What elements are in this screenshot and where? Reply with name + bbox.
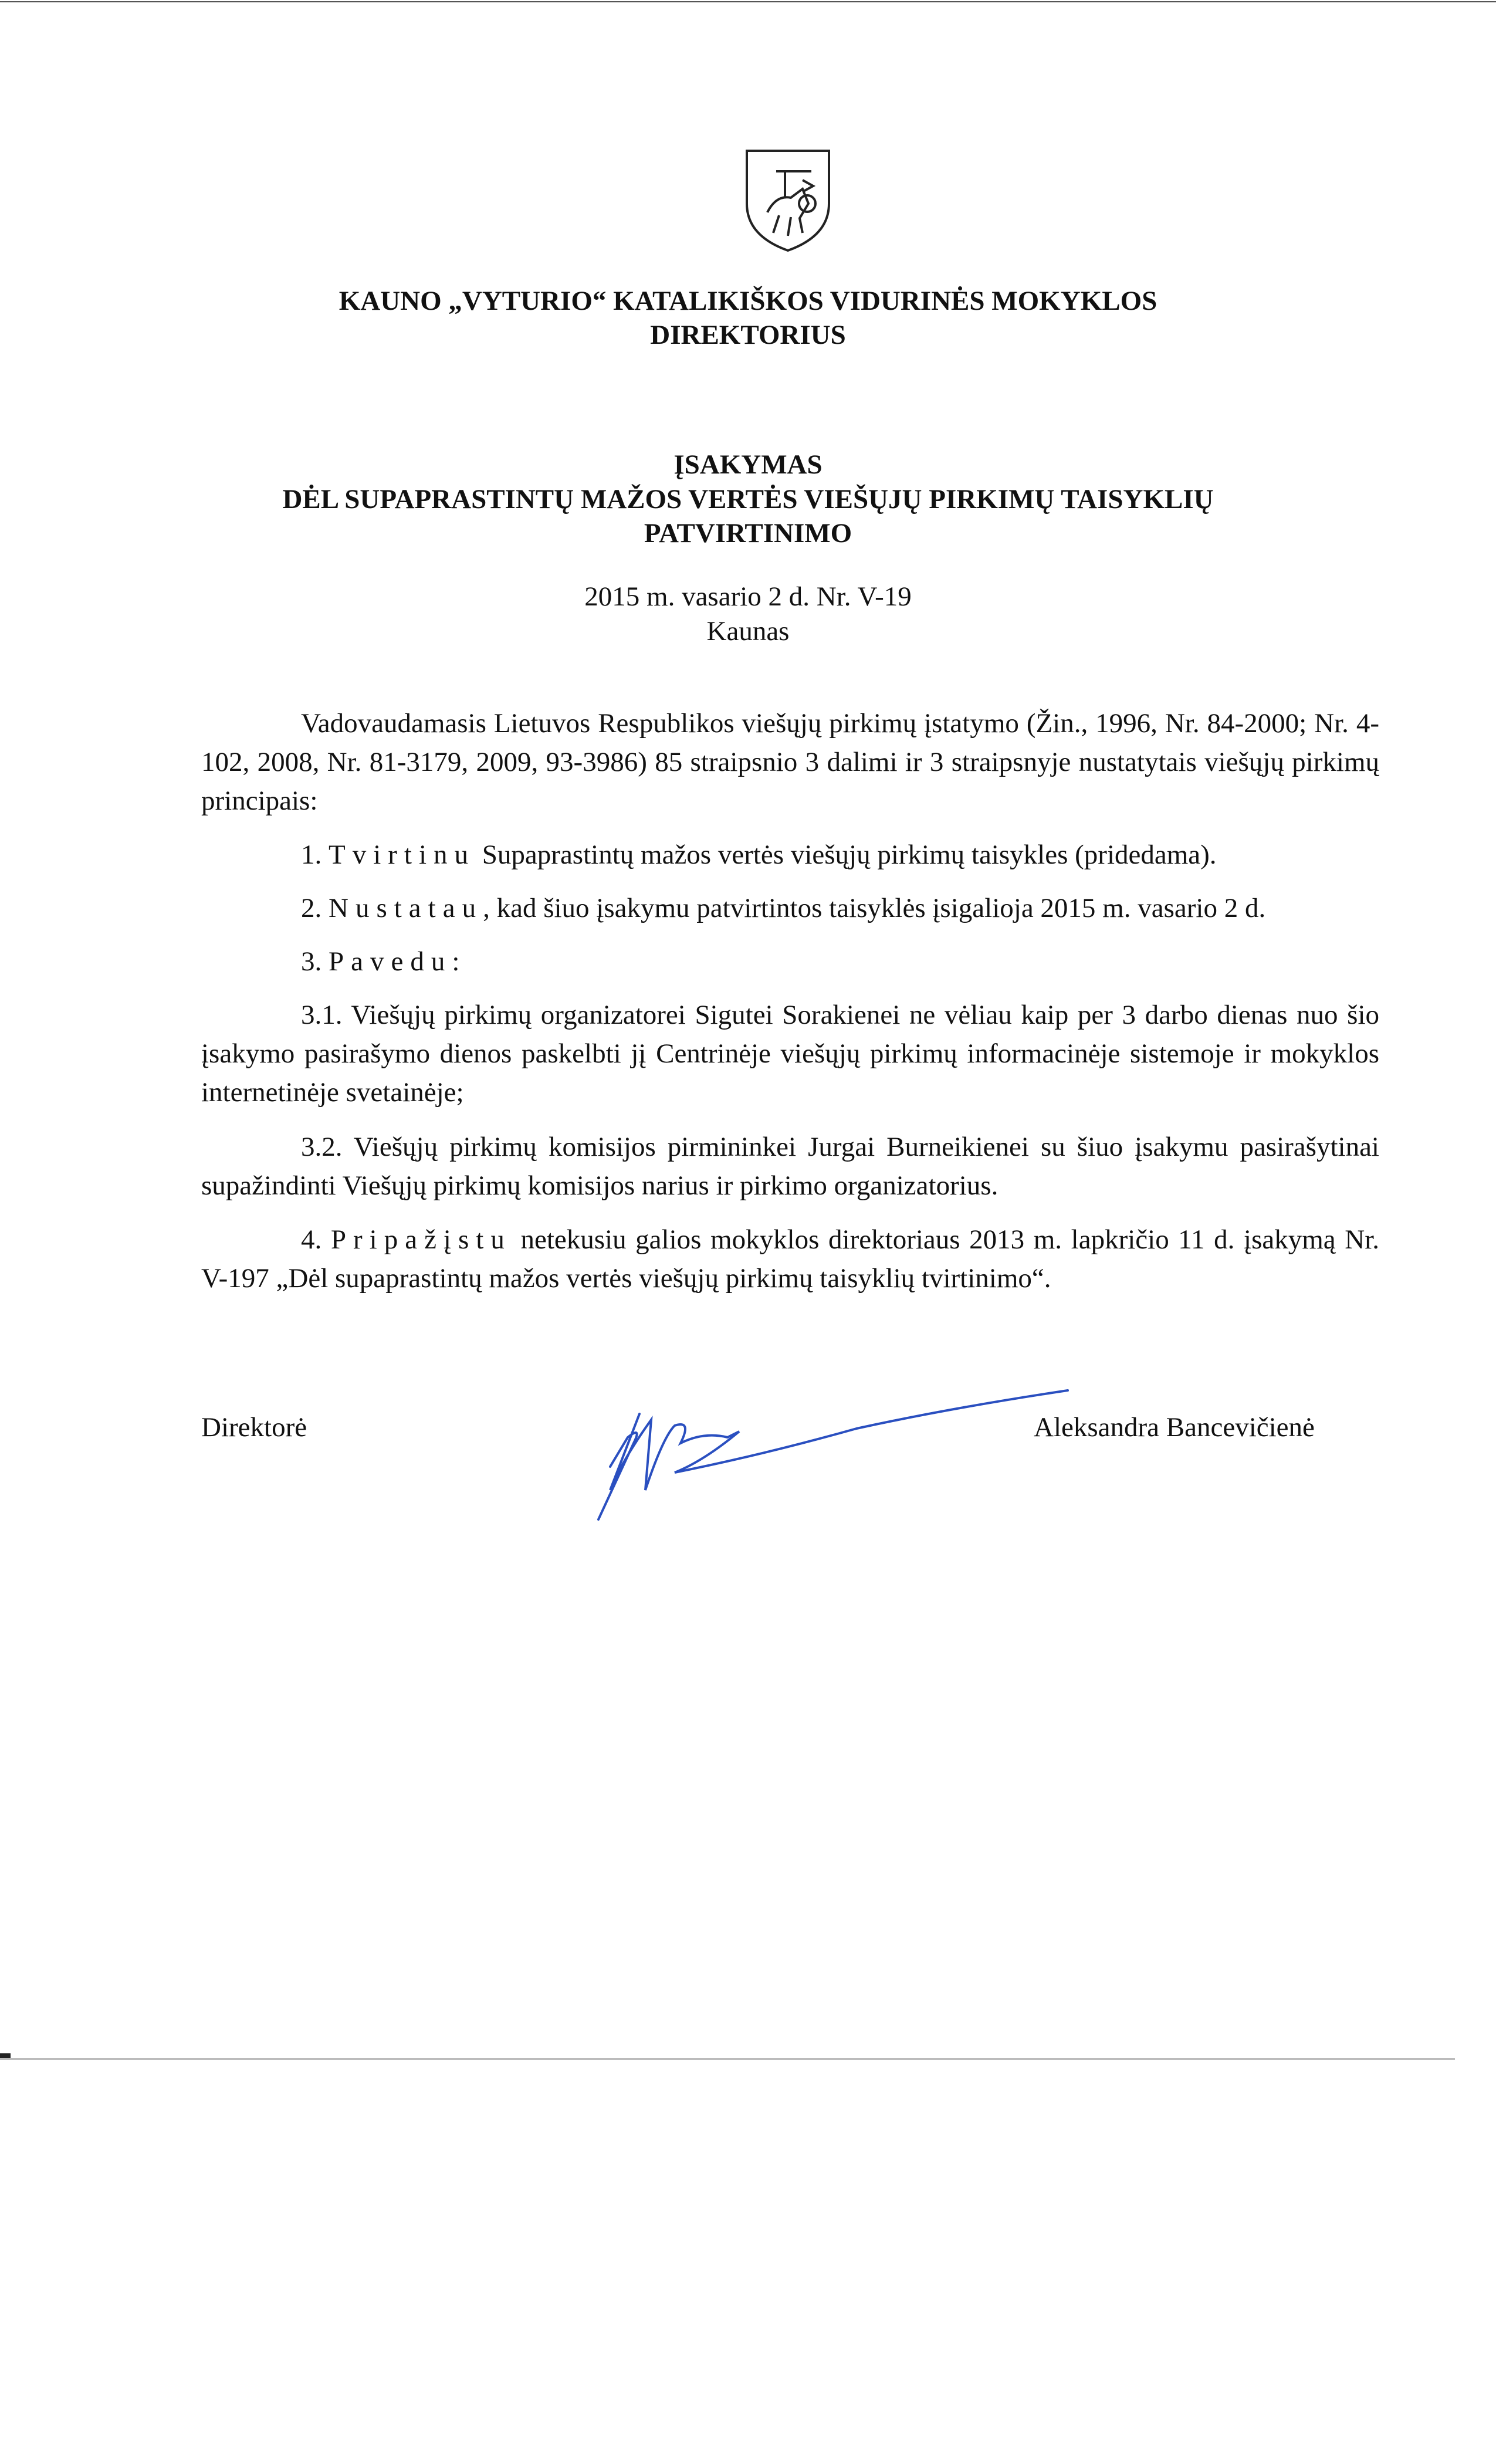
item-text: : — [452, 946, 460, 977]
item-text: netekusiu galios mokyklos direktoriaus 2013 m. lapkričio 11 d. įsakymą Nr. V-197 „Dėl supaprastintų mažos vertės viešųjų pirkimų taisyklių tvirtinimo“. — [201, 1224, 1380, 1294]
item-1 — [201, 835, 1379, 874]
document-place: Kaunas — [706, 616, 790, 647]
item-text: , kad šiuo įsakymu patvirtintos taisyklės įsigalioja 2015 m. vasario 2 d. — [483, 893, 1266, 923]
item-3-1 — [201, 996, 1379, 1112]
institution-name: KAUNO „VYTURIO“ KATALIKIŠKOS VIDURINĖS MOKYKLOS — [339, 286, 1157, 316]
item-2 — [201, 889, 1379, 928]
scan-top-edge — [0, 1, 1496, 2]
item-number: 1. — [301, 840, 322, 870]
item-4 — [201, 1220, 1379, 1298]
item-verb: Pripažįstu — [330, 1224, 512, 1255]
item-text: Viešųjų pirkimų komisijos pirmininkei Jurgai Burneikienei su šiuo įsakymu pasirašytinai supažindinti Viešųjų pirkimų komisijos narius ir pirkimo organizatorius. — [201, 1132, 1379, 1201]
item-text: Supaprastintų mažos vertės viešųjų pirkimų taisykles (pridedama). — [482, 840, 1217, 870]
item-number: 4. — [301, 1224, 322, 1255]
item-verb: Tvirtinu — [329, 840, 476, 870]
item-number: 3.2. — [301, 1132, 343, 1162]
signatory-name: Aleksandra Bancevičienė — [1034, 1412, 1315, 1443]
document-title-line2: PATVIRTINIMO — [644, 518, 852, 549]
scan-page-edge — [0, 2058, 1455, 2060]
item-text: Viešųjų pirkimų organizatorei Sigutei Sorakienei ne vėliau kaip per 3 darbo dienas nuo šio įsakymo pasirašymo dienos paskelbti jį Centrinėje viešųjų pirkimų informacinėje sistemoje ir mokyklos internetinėje svetainėje; — [201, 1000, 1380, 1108]
institution-role: DIREKTORIUS — [650, 320, 846, 350]
document-date-number: 2015 m. vasario 2 d. Nr. V-19 — [584, 581, 912, 612]
item-number: 2. — [301, 893, 322, 923]
document-title-line1: DĖL SUPAPRASTINTŲ MAŽOS VERTĖS VIEŠŲJŲ PIRKIMŲ TAISYKLIŲ — [282, 484, 1214, 515]
handwritten-signature — [587, 1373, 1074, 1525]
document-type: ĮSAKYMAS — [673, 449, 823, 480]
item-3-2 — [201, 1128, 1379, 1205]
intro-paragraph: Vadovaudamasis Lietuvos Respublikos viešųjų pirkimų įstatymo (Žin., 1996, Nr. 84-2000; Nr. 4-102, 2008, Nr. 81-3179, 2009, 93-3986) 85 straipsnio 3 dalimi ir 3 straipsnyje nustatytais viešųjų pirkimų principais: — [201, 708, 1379, 816]
item-number: 3. — [301, 946, 322, 977]
item-3 — [201, 942, 1379, 981]
coat-of-arms-icon — [744, 148, 832, 253]
item-number: 3.1. — [301, 1000, 343, 1030]
item-verb: Pavedu — [329, 946, 452, 977]
signatory-position: Direktorė — [201, 1412, 307, 1443]
item-verb: Nustatau — [329, 893, 483, 923]
